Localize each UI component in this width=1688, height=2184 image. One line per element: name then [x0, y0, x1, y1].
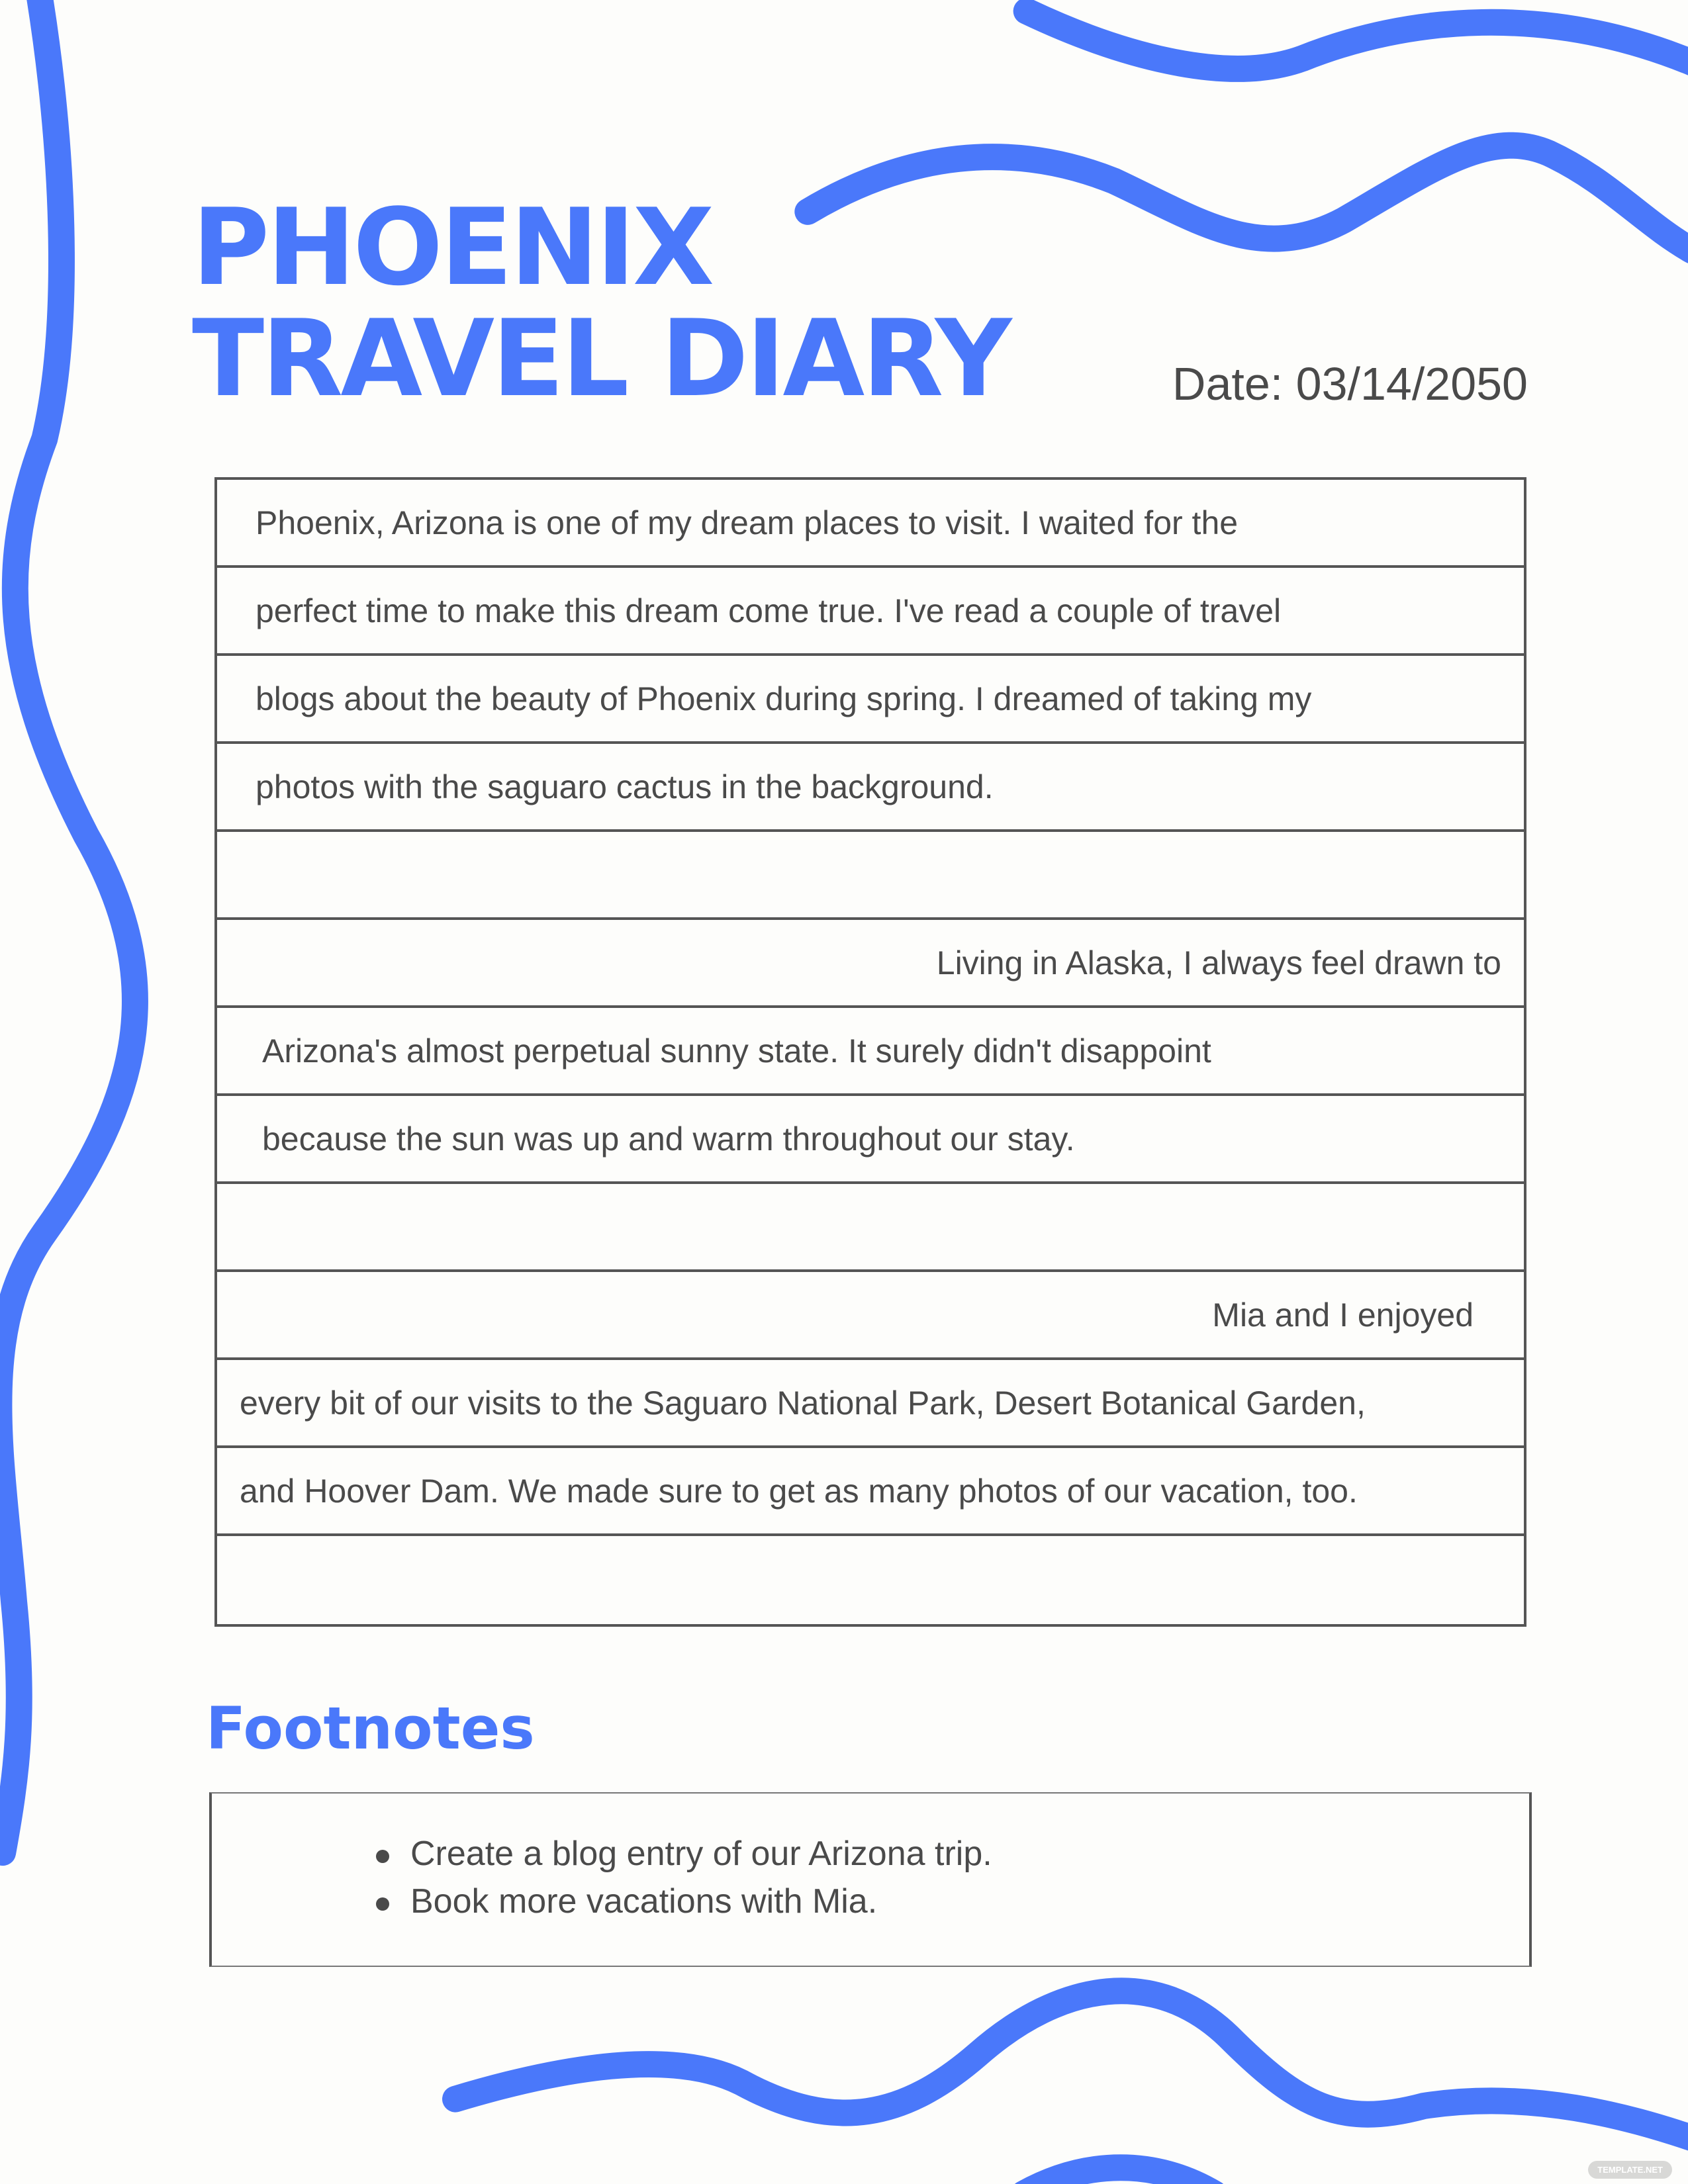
diary-line: photos with the saguaro cactus in the background.	[217, 744, 1524, 832]
title-line-1: PHOENIX	[192, 185, 712, 309]
page-title	[192, 185, 1009, 420]
diary-line: Mia and I enjoyed	[217, 1272, 1524, 1360]
diary-line: because the sun was up and warm throughout our stay.	[217, 1096, 1524, 1184]
diary-lined-box	[214, 477, 1526, 1627]
footnotes-box	[209, 1792, 1532, 1967]
diary-line-blank	[217, 832, 1524, 920]
bottom-wave	[455, 1991, 1688, 2138]
diary-line: blogs about the beauty of Phoenix during spring. I dreamed of taking my	[217, 656, 1524, 744]
diary-line: Living in Alaska, I always feel drawn to	[217, 920, 1524, 1008]
footnote-item: Book more vacations with Mia.	[371, 1878, 992, 1925]
diary-line: Phoenix, Arizona is one of my dream places to visit. I waited for the	[217, 480, 1524, 568]
diary-line: perfect time to make this dream come true. I've read a couple of travel	[217, 568, 1524, 656]
diary-line-blank	[217, 1184, 1524, 1272]
diary-date: Date: 03/14/2050	[1172, 358, 1528, 410]
left-wave	[0, 0, 135, 1852]
diary-line: Arizona's almost perpetual sunny state. It surely didn't disappoint	[217, 1008, 1524, 1096]
diary-line: and Hoover Dam. We made sure to get as many photos of our vacation, too.	[217, 1448, 1524, 1536]
watermark-logo: TEMPLATE.NET	[1588, 2161, 1672, 2179]
footnote-item: Create a blog entry of our Arizona trip.	[371, 1830, 992, 1878]
top-wave	[1027, 11, 1688, 69]
footnotes-list	[371, 1830, 992, 1925]
diary-line: every bit of our visits to the Saguaro National Park, Desert Botanical Garden,	[217, 1360, 1524, 1448]
diary-line-blank	[217, 1536, 1524, 1624]
footnotes-heading: Footnotes	[206, 1694, 535, 1762]
bottom-arc	[1023, 2167, 1214, 2184]
title-line-2: TRAVEL DIARY	[192, 296, 1009, 420]
